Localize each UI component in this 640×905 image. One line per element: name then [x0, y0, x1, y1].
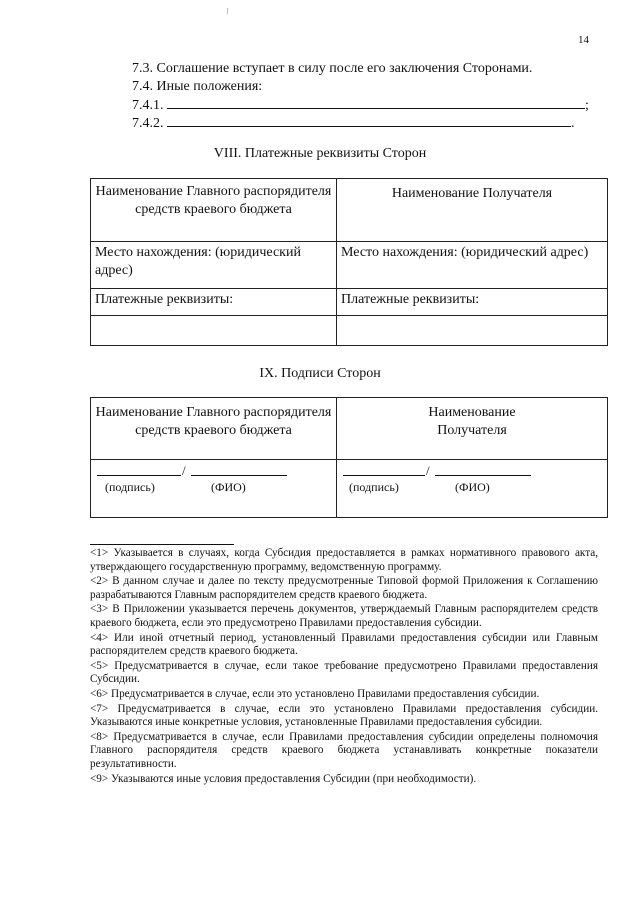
payment-details-table — [90, 178, 608, 346]
paragraph-7-3: 7.3. Соглашение вступает в силу после его заключения Сторонами. — [132, 61, 533, 76]
name-line-left — [191, 474, 287, 476]
signature-slash-left: / — [182, 463, 186, 478]
footnote-9: <9> Указываются иные условия предоставления Субсидии (при необходимости). — [90, 772, 477, 785]
signature-label-left: (подпись) — [105, 480, 155, 494]
paragraph-7-4-1-end: ; — [585, 98, 589, 113]
paragraph-7-4-2 — [132, 114, 575, 133]
page-number: 14 — [578, 34, 589, 46]
signature-cell-right — [337, 460, 608, 518]
signature-label-right: (подпись) — [349, 480, 399, 494]
footnote-separator — [90, 544, 234, 545]
footnotes — [90, 547, 598, 787]
name-line-right — [435, 474, 531, 476]
footnote-5: <5> Предусматривается в случае, если такое требование предусмотрено Правилами предоставления Субсидии. — [90, 659, 598, 686]
footnote-7: <7> Предусматривается в случае, если это установлено Правилами предоставления субсидии. Указываются иные конкретные условия, установленные Правилами предоставления субсидии. — [90, 702, 598, 729]
footnote-1: <1> Указывается в случаях, когда Субсидия предоставляется в рамках нормативного правового акта, утверждающего государственную программу, ведомственную программу. — [90, 547, 598, 573]
signature-line-right — [343, 474, 425, 476]
section-9-title: IX. Подписи Сторон — [259, 366, 381, 381]
signatures-table — [90, 397, 608, 518]
signature-slash-right: / — [426, 463, 430, 478]
signature-header-right: Наименование Получателя — [337, 398, 608, 460]
payment-header-right: Наименование Получателя — [337, 179, 608, 242]
name-label-left: (ФИО) — [211, 480, 246, 494]
payment-details-left: Платежные реквизиты: — [91, 289, 337, 316]
footnote-8: <8> Предусматривается в случае, если Правилами предоставления субсидии определены полномочия Главного распорядителя средств краевого бюджета устанавливать конкретные показатели результативности. — [90, 730, 598, 770]
fill-in-line-7-4-2 — [167, 114, 571, 127]
payment-empty-left — [91, 316, 337, 346]
name-label-right: (ФИО) — [455, 480, 490, 494]
signature-line-left — [97, 474, 181, 476]
signature-header-left: Наименование Главного распорядителя средств краевого бюджета — [91, 398, 337, 460]
payment-empty-right — [337, 316, 608, 346]
location-left: Место нахождения: (юридический адрес) — [91, 242, 337, 289]
location-right: Место нахождения: (юридический адрес) — [337, 242, 608, 289]
signature-cell-left — [91, 460, 337, 518]
scan-artifact — [227, 8, 228, 14]
payment-details-right: Платежные реквизиты: — [337, 289, 608, 316]
paragraph-7-4-1 — [132, 96, 589, 115]
fill-in-line-7-4-1 — [167, 96, 585, 109]
paragraph-7-4-2-label: 7.4.2. — [132, 116, 164, 131]
footnote-3: <3> В Приложении указывается перечень документов, утверждаемый Главным распорядителем средств краевого бюджета, если это предусмотрено Правилами предоставления субсидии. — [90, 603, 598, 629]
footnote-6: <6> Предусматривается в случае, если это установлено Правилами предоставления субсидии. — [90, 687, 540, 700]
paragraph-7-4: 7.4. Иные положения: — [132, 79, 263, 94]
footnote-2: <2> В данном случае и далее по тексту предусмотренные Типовой формой Приложения к Соглашению разрабатываются Главным распорядителем средств краевого бюджета. — [90, 575, 598, 601]
section-8-title: VIII. Платежные реквизиты Сторон — [213, 146, 427, 161]
payment-header-left: Наименование Главного распорядителя средств краевого бюджета — [91, 179, 337, 242]
paragraph-7-4-2-end: . — [571, 116, 575, 131]
paragraph-7-4-1-label: 7.4.1. — [132, 98, 164, 113]
footnote-4: <4> Или иной отчетный период, установленный Правилами предоставления субсидии или Главным распорядителем средств краевого бюджета. — [90, 631, 598, 658]
